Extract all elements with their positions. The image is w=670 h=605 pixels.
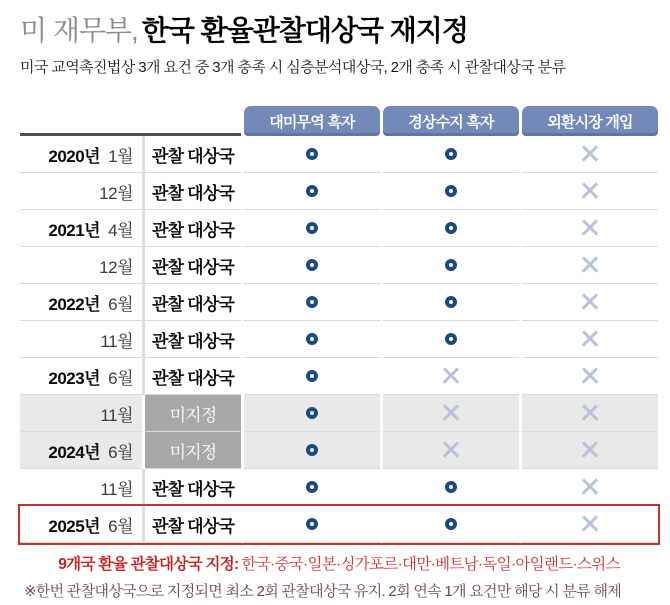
status-label: 관찰 대상국	[151, 368, 235, 388]
x-no-icon	[580, 255, 600, 275]
month-label: 6월	[108, 442, 133, 462]
circle-yes-icon	[306, 148, 318, 160]
fx-intervention-mark-cell	[522, 432, 658, 469]
title-main: 한국 환율관찰대상국 재지정	[141, 15, 468, 46]
current-account-mark-cell	[383, 321, 519, 358]
month-label: 11월	[100, 479, 133, 499]
date-cell	[20, 469, 142, 506]
title-prefix: 미 재무부,	[20, 15, 138, 46]
status-cell	[145, 321, 241, 358]
x-no-icon	[580, 144, 600, 164]
status-cell	[145, 284, 241, 321]
column-header-current-account-surplus: 경상수지 흑자	[383, 106, 519, 136]
x-no-icon	[580, 440, 600, 460]
circle-yes-icon	[445, 481, 457, 493]
date-cell	[20, 432, 142, 469]
fx-intervention-mark-cell	[522, 321, 658, 358]
date-cell	[20, 395, 142, 432]
current-account-mark-cell	[383, 358, 519, 395]
circle-yes-icon	[306, 407, 318, 419]
table-row	[20, 358, 658, 395]
status-label: 관찰 대상국	[151, 331, 235, 351]
status-cell	[145, 247, 241, 284]
date-cell	[20, 358, 142, 395]
fx-intervention-mark-cell	[522, 173, 658, 210]
trade-surplus-mark-cell	[244, 247, 380, 284]
status-label: 관찰 대상국	[151, 220, 235, 240]
current-account-mark-cell	[383, 247, 519, 284]
x-no-icon	[580, 403, 600, 423]
date-cell	[20, 247, 142, 284]
table-row	[20, 506, 658, 543]
current-account-mark-cell	[383, 210, 519, 247]
status-cell	[145, 210, 241, 247]
status-label: 미지정	[169, 442, 217, 462]
current-account-mark-cell	[383, 395, 519, 432]
fx-intervention-mark-cell	[522, 506, 658, 543]
trade-surplus-mark-cell	[244, 506, 380, 543]
trade-surplus-mark-cell	[244, 395, 380, 432]
fx-intervention-mark-cell	[522, 284, 658, 321]
x-no-icon	[580, 477, 600, 497]
status-label: 관찰 대상국	[151, 479, 235, 499]
circle-yes-icon	[306, 481, 318, 493]
circle-yes-icon	[445, 148, 457, 160]
current-account-mark-cell	[383, 136, 519, 173]
status-cell	[145, 432, 241, 469]
date-cell	[20, 210, 142, 247]
date-cell	[20, 284, 142, 321]
x-no-icon	[580, 366, 600, 386]
footnote: ※한번 관찰대상국으로 지정되면 최소 2회 관찰대상국 유지. 2회 연속 1개 요건만 해당 시 분류 해제	[24, 583, 622, 600]
status-cell	[145, 173, 241, 210]
circle-yes-icon	[445, 296, 457, 308]
circle-yes-icon	[306, 296, 318, 308]
status-cell	[145, 469, 241, 506]
x-no-icon	[441, 403, 461, 423]
table-row	[20, 469, 658, 506]
circle-yes-icon	[306, 185, 318, 197]
fx-intervention-mark-cell	[522, 210, 658, 247]
column-header-trade-surplus: 대미무역 흑자	[244, 106, 380, 136]
month-label: 11월	[100, 331, 133, 351]
status-label: 관찰 대상국	[151, 516, 235, 536]
date-cell	[20, 173, 142, 210]
table-row	[20, 321, 658, 358]
circle-yes-icon	[306, 518, 318, 530]
designation-table	[20, 104, 658, 543]
table-row	[20, 247, 658, 284]
designated-countries-label: 9개국 환율 관찰대상국 지정:	[58, 556, 239, 573]
fx-intervention-mark-cell	[522, 136, 658, 173]
month-label: 6월	[108, 516, 133, 536]
table-body	[20, 136, 658, 543]
status-cell	[145, 395, 241, 432]
x-no-icon	[441, 366, 461, 386]
trade-surplus-mark-cell	[244, 432, 380, 469]
date-cell	[20, 136, 142, 173]
trade-surplus-mark-cell	[244, 321, 380, 358]
circle-yes-icon	[306, 333, 318, 345]
x-no-icon	[580, 292, 600, 312]
current-account-mark-cell	[383, 469, 519, 506]
circle-yes-icon	[445, 518, 457, 530]
date-cell	[20, 321, 142, 358]
month-label: 4월	[108, 220, 133, 240]
year-label: 2022년	[48, 294, 101, 314]
status-label: 관찰 대상국	[151, 294, 235, 314]
x-no-icon	[580, 218, 600, 238]
month-label: 11월	[100, 405, 133, 425]
current-account-mark-cell	[383, 173, 519, 210]
current-account-mark-cell	[383, 432, 519, 469]
table-row	[20, 210, 658, 247]
trade-surplus-mark-cell	[244, 358, 380, 395]
fx-intervention-mark-cell	[522, 469, 658, 506]
designated-countries-line	[20, 552, 658, 574]
circle-yes-icon	[445, 333, 457, 345]
current-account-mark-cell	[383, 506, 519, 543]
month-label: 6월	[108, 294, 133, 314]
table-row	[20, 395, 658, 432]
fx-intervention-mark-cell	[522, 358, 658, 395]
x-no-icon	[441, 440, 461, 460]
trade-surplus-mark-cell	[244, 136, 380, 173]
table-row	[20, 173, 658, 210]
month-label: 12월	[99, 257, 133, 277]
designated-countries-list: 한국·중국·일본·싱가포르·대만·베트남·독일·아일랜드·스위스	[241, 556, 620, 573]
trade-surplus-mark-cell	[244, 284, 380, 321]
status-label: 관찰 대상국	[151, 183, 235, 203]
status-label: 관찰 대상국	[151, 146, 235, 166]
circle-yes-icon	[306, 222, 318, 234]
current-account-mark-cell	[383, 284, 519, 321]
year-label: 2023년	[48, 368, 101, 388]
circle-yes-icon	[445, 185, 457, 197]
page-title	[20, 14, 658, 48]
fx-intervention-mark-cell	[522, 395, 658, 432]
x-no-icon	[580, 181, 600, 201]
trade-surplus-mark-cell	[244, 469, 380, 506]
header-left-rule	[20, 104, 241, 136]
fx-intervention-mark-cell	[522, 247, 658, 284]
year-label: 2020년	[48, 146, 101, 166]
year-label: 2021년	[48, 220, 101, 240]
circle-yes-icon	[306, 444, 318, 456]
column-header-fx-intervention: 외환시장 개입	[522, 106, 658, 136]
table-row	[20, 136, 658, 173]
status-cell	[145, 358, 241, 395]
status-cell	[145, 136, 241, 173]
month-label: 1월	[108, 146, 133, 166]
month-label: 12월	[99, 183, 133, 203]
year-label: 2025년	[48, 516, 101, 536]
table-row	[20, 432, 658, 469]
year-label: 2024년	[48, 442, 101, 462]
status-cell	[145, 506, 241, 543]
date-cell	[20, 506, 142, 543]
x-no-icon	[580, 514, 600, 534]
subtitle: 미국 교역촉진법상 3개 요건 중 3개 충족 시 심층분석대상국, 2개 충족 시 관찰대상국 분류	[20, 59, 566, 76]
status-label: 미지정	[169, 405, 217, 425]
table-row	[20, 284, 658, 321]
x-no-icon	[580, 329, 600, 349]
trade-surplus-mark-cell	[244, 173, 380, 210]
circle-yes-icon	[445, 259, 457, 271]
status-label: 관찰 대상국	[151, 257, 235, 277]
circle-yes-icon	[445, 222, 457, 234]
circle-yes-icon	[306, 370, 318, 382]
table-header-row	[20, 104, 658, 136]
trade-surplus-mark-cell	[244, 210, 380, 247]
circle-yes-icon	[306, 259, 318, 271]
month-label: 6월	[108, 368, 133, 388]
